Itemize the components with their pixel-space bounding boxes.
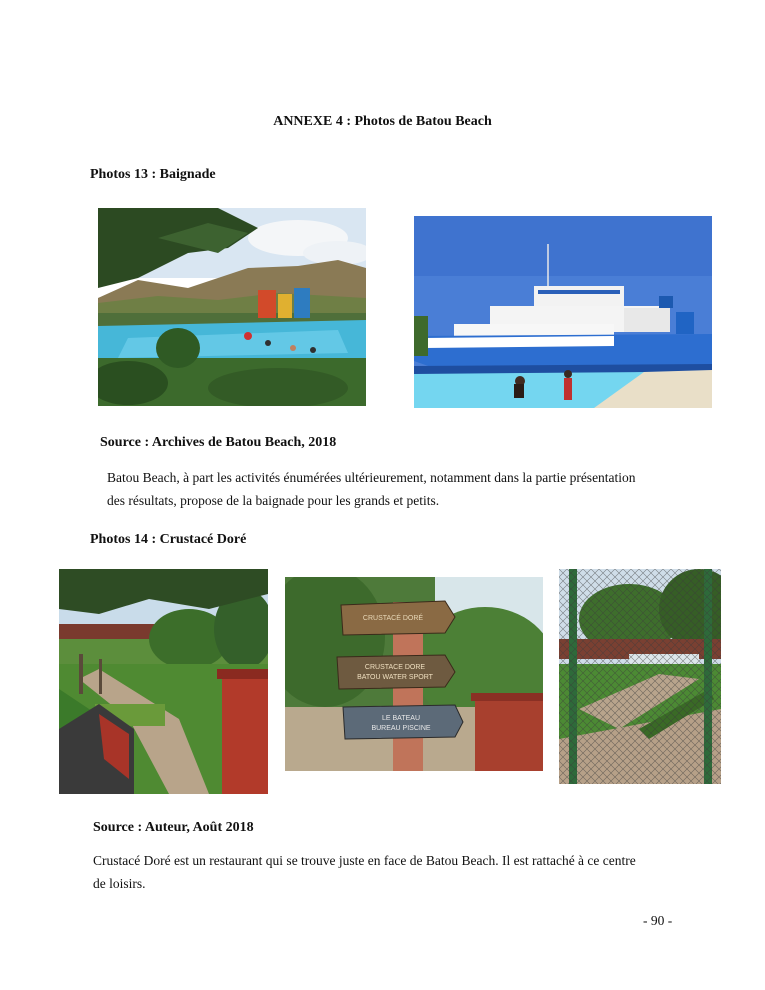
photo-boat-pool: [414, 216, 712, 408]
section-13-paragraph: [107, 466, 636, 512]
photo-signpost: [285, 577, 543, 771]
photo-pool-hills: [98, 208, 366, 406]
paragraph-line: Crustacé Doré est un restaurant qui se trouve juste en face de Batou Beach. Il est rattaché à ce centre: [93, 853, 636, 868]
section-14-paragraph: [93, 849, 636, 895]
sign-middle-text-1: CRUSTACE DORE: [364, 664, 426, 671]
paragraph-line: de loisirs.: [93, 876, 146, 891]
paragraph-line: des résultats, propose de la baignade pour les grands et petits.: [107, 493, 440, 508]
section-14-source: Source : Auteur, Août 2018: [93, 820, 254, 835]
annex-title: ANNEXE 4 : Photos de Batou Beach: [273, 114, 492, 129]
photo-garden-wall: [59, 569, 268, 794]
section-14-heading: Photos 14 : Crustacé Doré: [90, 532, 247, 547]
section-13-heading: Photos 13 : Baignade: [90, 167, 216, 182]
sign-bottom-text-1: LE BATEAU: [382, 715, 420, 722]
photo-garden-net: [559, 569, 721, 784]
sign-bottom-text-2: BUREAU PISCINE: [371, 725, 431, 732]
sign-middle-text-2: BATOU WATER SPORT: [357, 674, 433, 681]
section-13-source: Source : Archives de Batou Beach, 2018: [100, 435, 337, 450]
sign-top-text: CRUSTACÉ DORÉ: [362, 615, 424, 622]
paragraph-line: Batou Beach, à part les activités énumérées ultérieurement, notamment dans la partie présentation: [107, 470, 636, 485]
page-number: - 90 -: [643, 913, 673, 928]
